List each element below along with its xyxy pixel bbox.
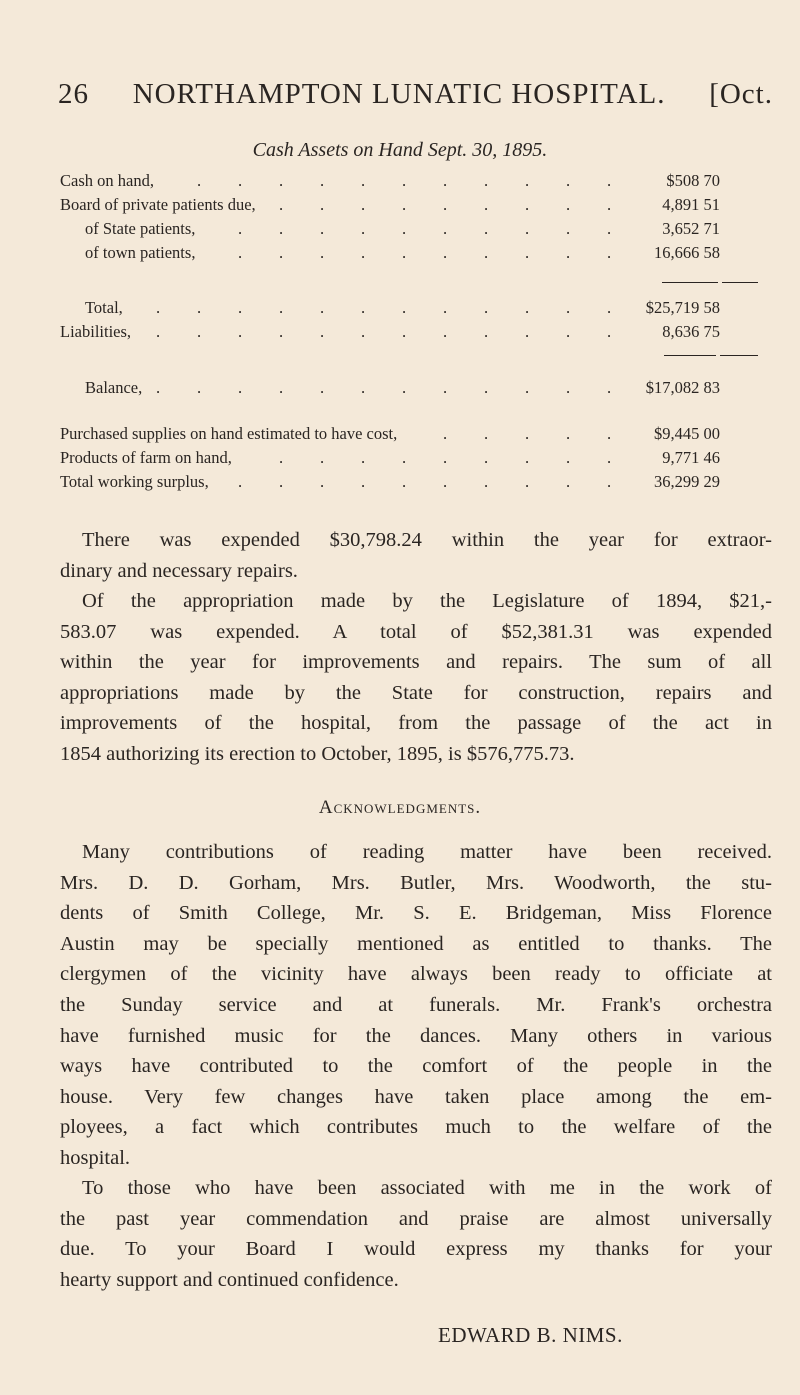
- table-row: [0, 471, 800, 493]
- text-line: Mrs. D. D. Gorham, Mrs. Butler, Mrs. Woodworth, the stu-: [60, 871, 772, 894]
- row-label: Cash on hand,: [60, 171, 154, 190]
- text-line: hearty support and continued confidence.: [60, 1268, 399, 1291]
- leader-dots: . . . . . . . . . . .: [197, 171, 612, 190]
- running-header: [58, 78, 773, 111]
- text-line: To those who have been associated with me in the work of: [82, 1177, 772, 1199]
- paragraph-thanks: [60, 1173, 772, 1295]
- text-line: 1854 authorizing its erection to October, 1895, is $576,775.73.: [60, 742, 575, 765]
- row-label: of town patients,: [85, 243, 196, 262]
- page-number: 26: [58, 78, 89, 110]
- sum-rule: [664, 355, 716, 356]
- acknowledgments-heading: Acknowledgments.: [318, 797, 482, 818]
- text-line: the Sunday service and at funerals. Mr. Frank's orchestra: [60, 993, 772, 1016]
- table-row: [0, 242, 800, 264]
- row-amount: $9,445 00: [654, 424, 720, 443]
- sum-rule: [662, 282, 718, 283]
- row-amount: 8,636 75: [662, 322, 720, 341]
- paragraph-contributions: [60, 837, 772, 1174]
- table-row: [0, 321, 800, 343]
- text-line: appropriations made by the State for construction, repairs and: [60, 681, 772, 704]
- text-line: ways have contributed to the comfort of the people in the: [60, 1055, 772, 1078]
- leader-dots: . . . . . . . . .: [279, 195, 612, 214]
- text-line: dinary and necessary repairs.: [60, 559, 298, 582]
- table-row: [0, 194, 800, 216]
- table-row: [0, 447, 800, 469]
- table-title: Cash Assets on Hand Sept. 30, 1895.: [252, 139, 548, 161]
- table-row: [0, 423, 800, 445]
- leader-dots: . . . . . . . . . .: [238, 243, 612, 262]
- leader-dots: . . . . . . . . . . . .: [156, 298, 612, 317]
- row-label: Balance,: [85, 378, 143, 397]
- row-amount: 16,666 58: [654, 243, 720, 262]
- table-row: [0, 297, 800, 319]
- text-line: 583.07 was expended. A total of $52,381.31 was expended: [60, 620, 772, 643]
- text-line: improvements of the hospital, from the passage of the act in: [60, 712, 772, 735]
- table-row: [0, 170, 800, 192]
- row-amount: $25,719 58: [645, 298, 720, 317]
- leader-dots: . . . . . . . . . .: [238, 219, 612, 238]
- row-amount: 9,771 46: [662, 448, 720, 467]
- header-title: NORTHAMPTON LUNATIC HOSPITAL.: [132, 78, 666, 110]
- row-amount: 3,652 71: [662, 219, 720, 238]
- row-amount: $17,082 83: [645, 378, 720, 397]
- text-line: within the year for improvements and repairs. The sum of all: [60, 651, 772, 674]
- text-line: dents of Smith College, Mr. S. E. Bridgeman, Miss Florence: [60, 902, 772, 925]
- row-label: Liabilities,: [60, 322, 132, 341]
- text-line: There was expended $30,798.24 within the year for extraor-: [82, 529, 772, 551]
- text-line: Of the appropriation made by the Legislature of 1894, $21,-: [82, 590, 772, 612]
- leader-dots: . . . . . . . . . .: [238, 472, 612, 491]
- text-line: Many contributions of reading matter have been received.: [82, 841, 772, 863]
- paragraph-expenditure: [60, 525, 772, 586]
- table-row: [0, 377, 800, 399]
- text-line: Austin may be specially mentioned as entitled to thanks. The: [60, 932, 772, 955]
- row-label: Board of private patients due,: [60, 195, 256, 214]
- text-line: have furnished music for the dances. Many others in various: [60, 1024, 772, 1047]
- row-label: Total,: [85, 298, 123, 317]
- row-label: Total working surplus,: [60, 472, 209, 491]
- leader-dots: . . . . . . . . . . . .: [156, 322, 612, 341]
- row-label: Products of farm on hand,: [60, 448, 232, 467]
- text-line: house. Very few changes have taken place among the em-: [60, 1085, 772, 1108]
- leader-dots: . . . . .: [443, 424, 612, 443]
- text-line: clergymen of the vicinity have always been ready to officiate at: [60, 963, 772, 986]
- paragraph-appropriation: [60, 586, 772, 770]
- row-amount: 4,891 51: [662, 195, 720, 214]
- signature: EDWARD B. NIMS.: [438, 1323, 623, 1347]
- leader-dots: . . . . . . . . .: [279, 448, 612, 467]
- text-line: ployees, a fact which contributes much to the welfare of the: [60, 1116, 772, 1139]
- row-label: Purchased supplies on hand estimated to have cost,: [60, 424, 398, 443]
- text-line: due. To your Board I would express my thanks for your: [60, 1238, 772, 1261]
- leader-dots: . . . . . . . . . . . .: [156, 378, 612, 397]
- row-amount: 36,299 29: [654, 472, 720, 491]
- text-line: hospital.: [60, 1146, 131, 1169]
- table-row: [0, 218, 800, 240]
- header-month: [Oct.: [709, 78, 773, 110]
- sum-rule: [722, 282, 758, 283]
- text-line: the past year commendation and praise are almost universally: [60, 1207, 772, 1230]
- row-label: of State patients,: [85, 219, 196, 238]
- row-amount: $508 70: [666, 171, 720, 190]
- sum-rule: [720, 355, 758, 356]
